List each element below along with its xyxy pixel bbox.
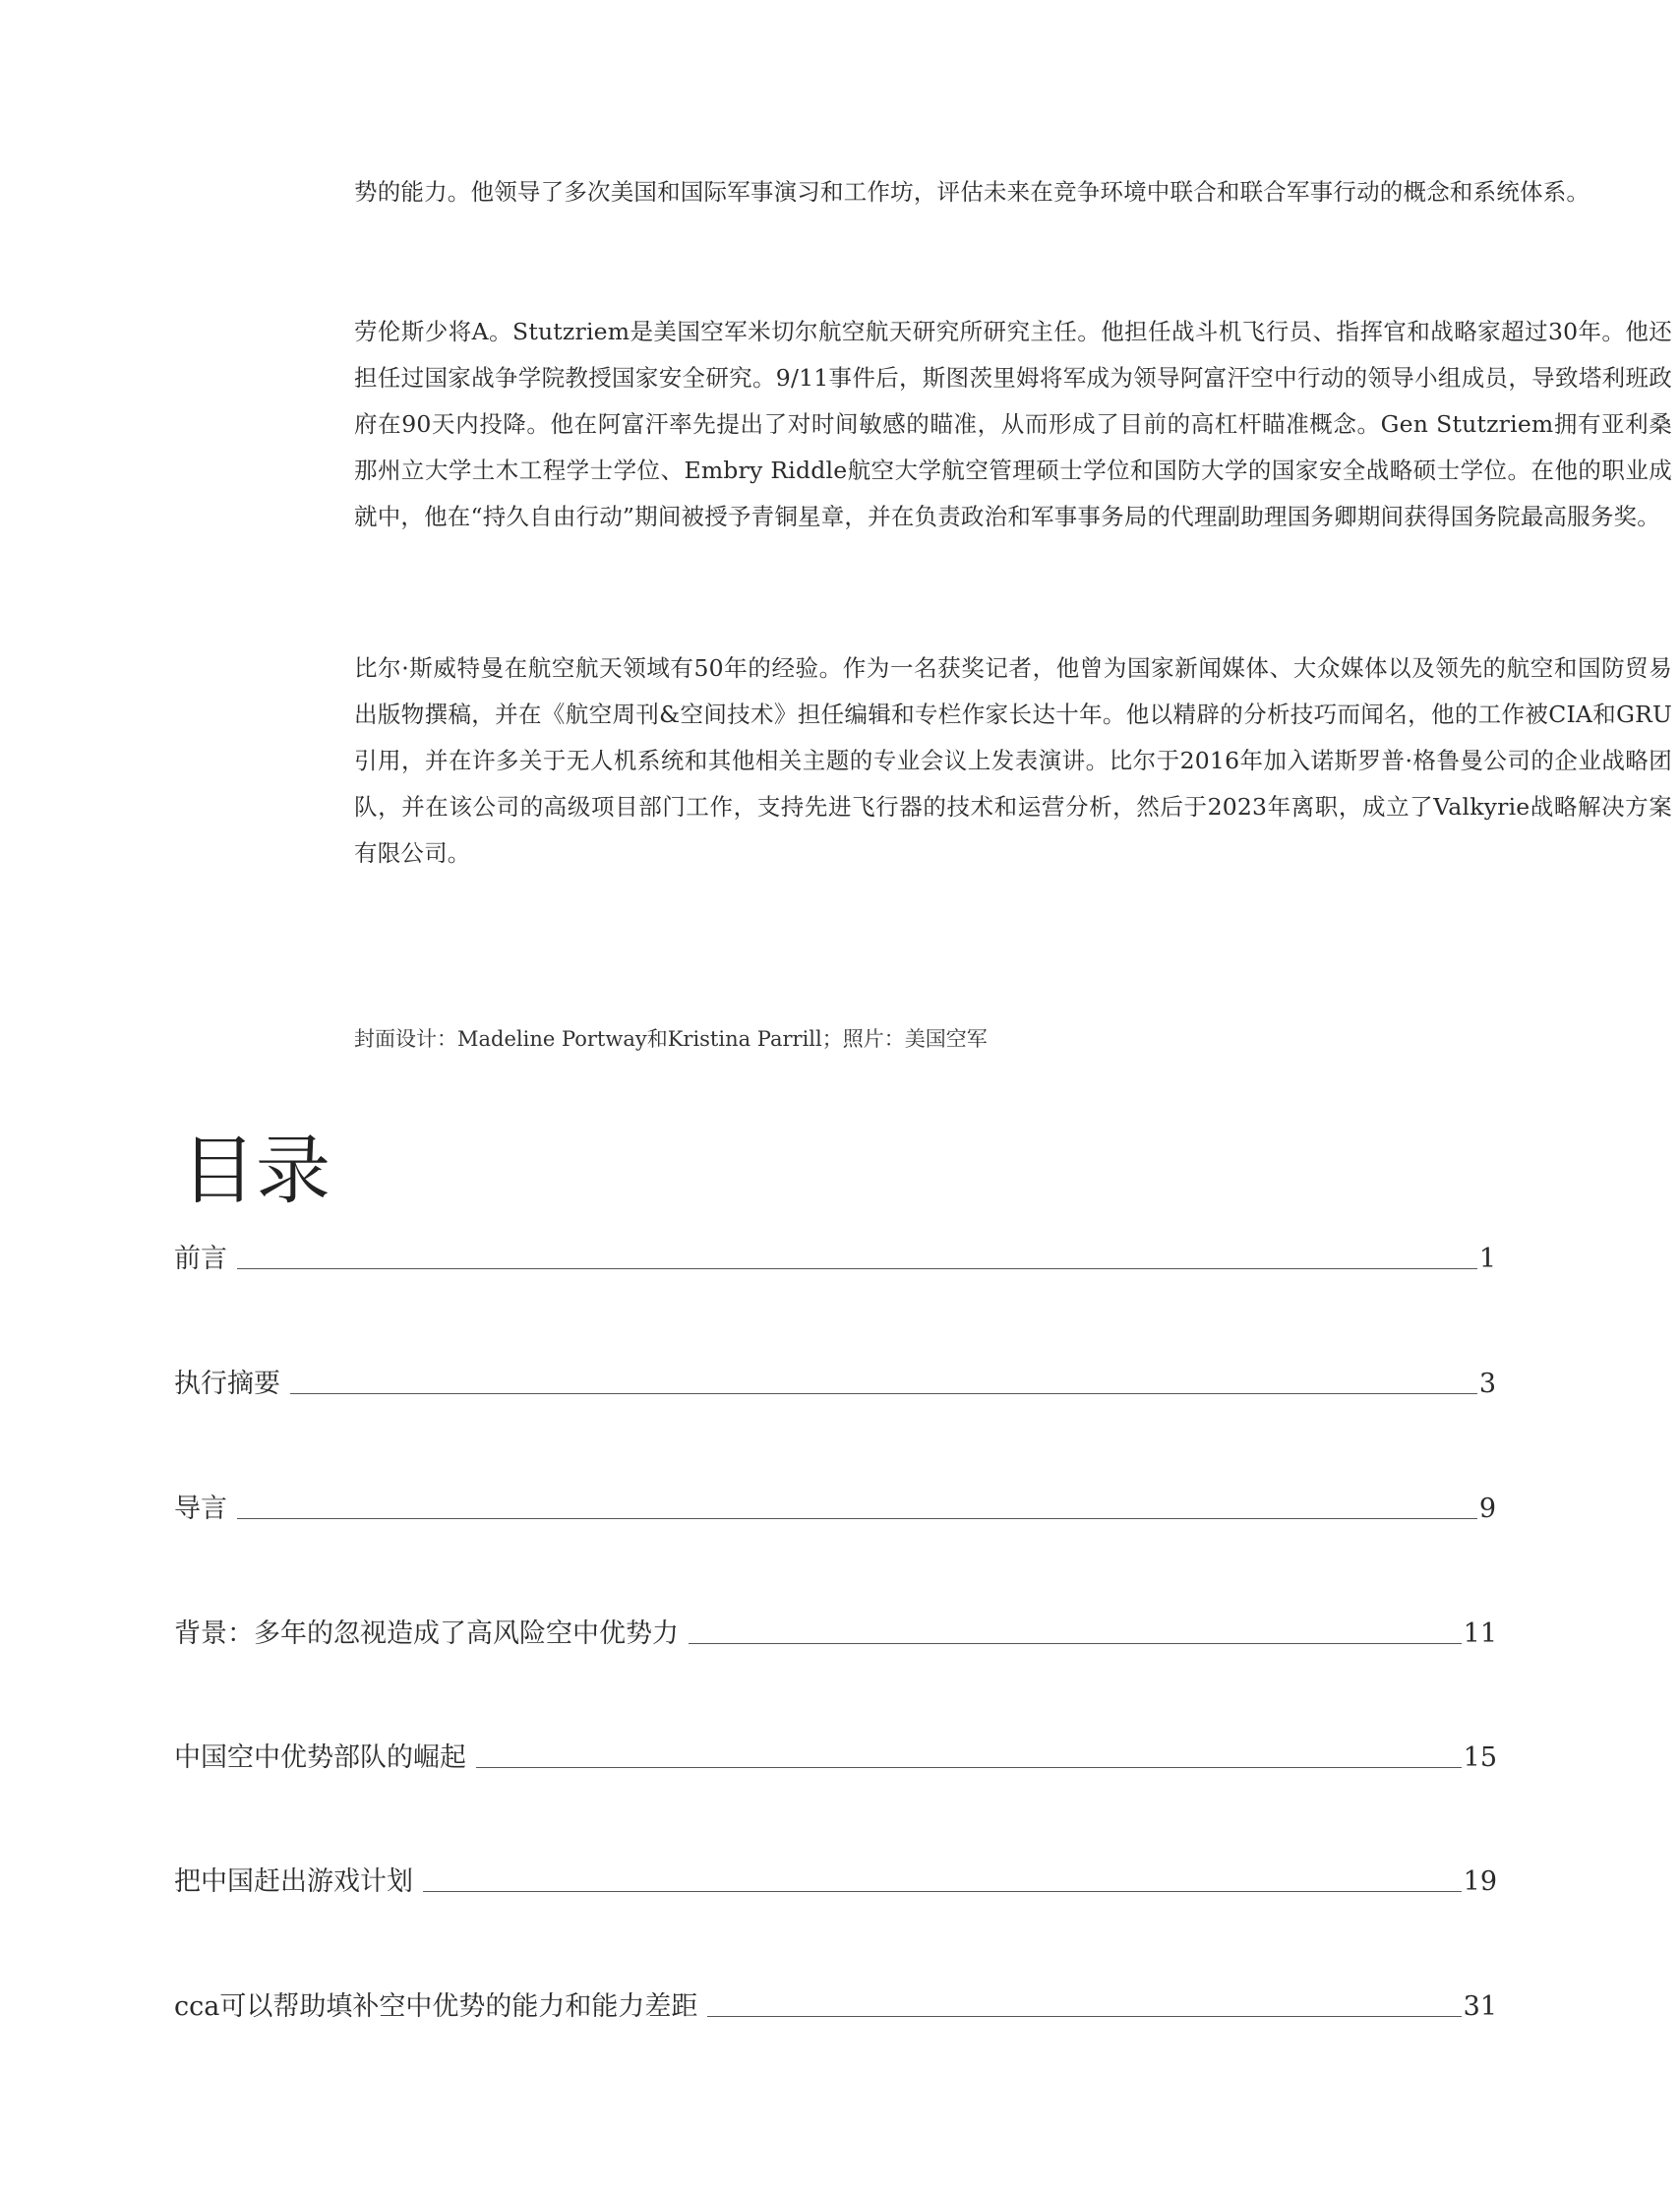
toc-entry-rise-of-china[interactable] — [174, 1736, 1497, 1775]
toc-page-number: 31 — [1463, 1991, 1497, 2022]
toc-entry-background[interactable] — [174, 1612, 1497, 1651]
toc-entry-introduction[interactable] — [174, 1487, 1496, 1526]
toc-entry-label: 背景：多年的忽视造成了高风险空中优势力 — [174, 1618, 679, 1649]
toc-page-number: 11 — [1463, 1618, 1497, 1649]
bio-paragraph-stutzriem: 劳伦斯少将A。Stutzriem是美国空军米切尔航空航天研究所研究主任。他担任战斗机飞行员、指挥官和战略家超过30年。他还担任过国家战争学院教授国家安全研究。9/11事件后，斯图茨里姆将军成为领导阿富汗空中行动的领导小组成员，导致塔利班政府在90天内投降。他在阿富汗率先提出了对时间敏感的瞄准，从而形成了目前的高杠杆瞄准概念。Gen Stutzriem拥有亚利桑那州立大学土木工程学士学位、Embry Riddle航空大学航空管理硕士学位和国防大学的国家安全战略硕士学位。在他的职业成就中，他在“持久自由行动”期间被授予青铜星章，并在负责政治和军事事务局的代理副助理国务卿期间获得国务院最高服务奖。 — [354, 318, 1672, 530]
toc-entry-label: 执行摘要 — [174, 1369, 280, 1399]
toc-entry-executive-summary[interactable] — [174, 1362, 1496, 1401]
bio-paragraph-sweetman: 比尔·斯威特曼在航空航天领域有50年的经验。作为一名获奖记者，他曾为国家新闻媒体、大众媒体以及领先的航空和国防贸易出版物撰稿，并在《航空周刊&空间技术》担任编辑和专栏作家长达十年。他以精辟的分析技巧而闻名，他的工作被CIA和GRU引用，并在许多关于无人机系统和其他相关主题的专业会议上发表演讲。比尔于2016年加入诺斯罗普·格鲁曼公司的企业战略团队，并在该公司的高级项目部门工作，支持先进飞行器的技术和运营分析，然后于2023年离职，成立了Valkyrie战略解决方案有限公司。 — [354, 654, 1672, 867]
toc-entry-cca-gaps[interactable] — [174, 1984, 1497, 2024]
toc-entry-label: 把中国赶出游戏计划 — [174, 1866, 413, 1897]
toc-title: 目录 — [181, 1127, 330, 1214]
toc-entry-label: cca可以帮助填补空中优势的能力和能力差距 — [174, 1991, 698, 2022]
cover-credit: 封面设计：Madeline Portway和Kristina Parrill；照片：美国空军 — [354, 1027, 988, 1051]
toc-entry-preface[interactable] — [174, 1237, 1496, 1276]
toc-leader-line — [707, 2015, 1461, 2017]
toc-leader-line — [290, 1392, 1477, 1394]
toc-entry-label: 前言 — [174, 1244, 227, 1274]
toc-entry-game-plan[interactable] — [174, 1860, 1497, 1899]
toc-leader-line — [237, 1517, 1477, 1519]
bio-paragraph-continued: 势的能力。他领导了多次美国和国际军事演习和工作坊，评估未来在竞争环境中联合和联合军事行动的概念和系统体系。 — [354, 178, 1590, 206]
toc-page-number: 3 — [1478, 1369, 1496, 1399]
toc-page-number: 9 — [1478, 1494, 1496, 1524]
toc-leader-line — [689, 1642, 1462, 1644]
toc-entry-label: 中国空中优势部队的崛起 — [174, 1742, 466, 1773]
toc-page-number: 19 — [1463, 1866, 1497, 1897]
toc-entry-label: 导言 — [174, 1494, 227, 1524]
toc-leader-line — [476, 1766, 1462, 1768]
toc-leader-line — [423, 1890, 1462, 1892]
toc-page-number: 15 — [1463, 1742, 1497, 1773]
toc-page-number: 1 — [1478, 1244, 1496, 1274]
toc-leader-line — [237, 1267, 1477, 1269]
